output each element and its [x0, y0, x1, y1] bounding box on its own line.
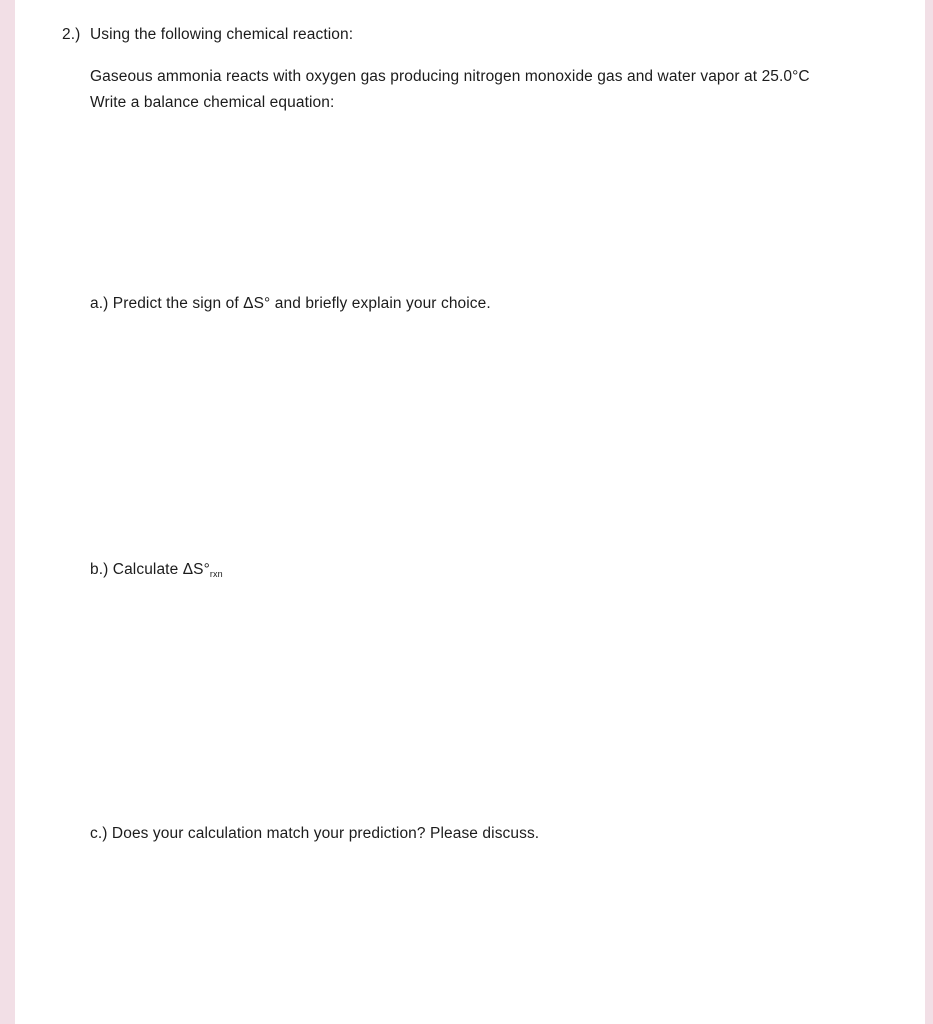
part-b-text: b.) Calculate ΔS° [90, 561, 210, 578]
reaction-statement: Gaseous ammonia reacts with oxygen gas producing nitrogen monoxide gas and water vapor at 25.0°C [90, 68, 810, 85]
balance-instruction: Write a balance chemical equation: [90, 94, 335, 111]
part-b-question [90, 560, 223, 580]
question-number: 2.) [62, 26, 81, 43]
part-a-question: a.) Predict the sign of ΔS° and briefly explain your choice. [90, 295, 491, 312]
part-c-question: c.) Does your calculation match your prediction? Please discuss. [90, 825, 540, 842]
worksheet-page [15, 0, 925, 1024]
part-b-subscript: rxn [209, 569, 223, 579]
question-intro: Using the following chemical reaction: [90, 26, 354, 43]
